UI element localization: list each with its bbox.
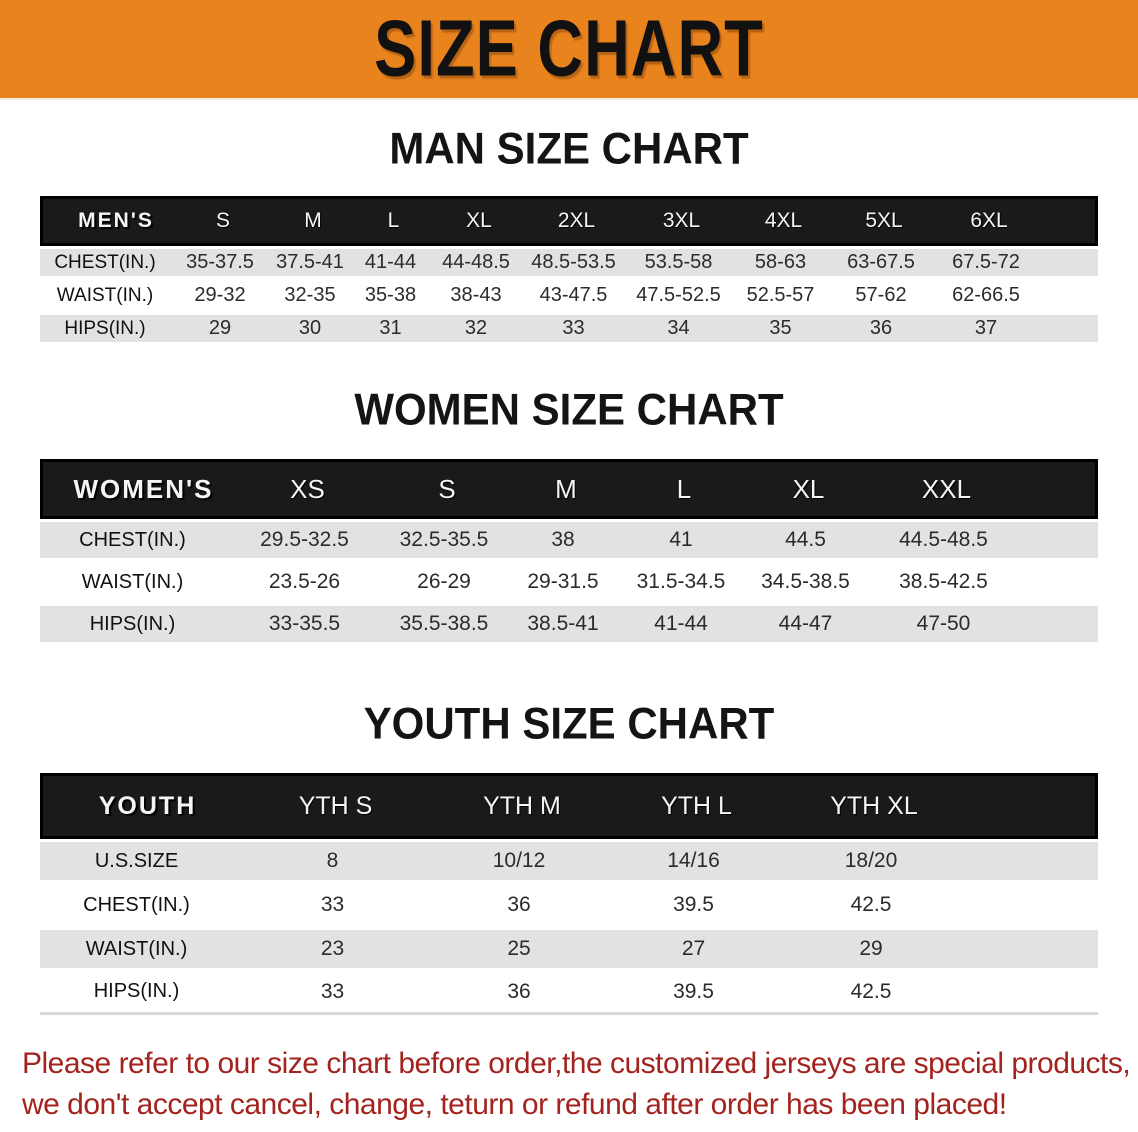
men-row-1-cell-0: 29-32 [194, 284, 246, 306]
youth-row-0 [40, 839, 1098, 883]
youth-row-0-cell-2: 14/16 [667, 849, 720, 872]
men-row-2-cell-1: 30 [298, 317, 322, 339]
men-header-row-cell-1: M [304, 209, 322, 232]
women-row-1-cell-5: 38.5-42.5 [899, 570, 988, 593]
men-row-2-cell-2: 31 [379, 317, 402, 339]
men-row-0-cell-8: 67.5-72 [952, 251, 1020, 273]
youth-row-1-cell-3: 42.5 [850, 893, 892, 916]
youth-row-1-cell-2: 39.5 [673, 893, 714, 916]
men-row-0-cell-4: 48.5-53.5 [531, 251, 616, 273]
women-row-0-cell-1: 32.5-35.5 [399, 528, 489, 551]
men-row-0-cell-5: 53.5-58 [644, 251, 713, 273]
youth-row-2-cell-2: 27 [681, 937, 706, 960]
women-row-1-cell-3: 31.5-34.5 [636, 570, 726, 593]
men-size-table [40, 196, 1098, 345]
men-header-row-cell-6: 4XL [764, 209, 803, 232]
women-header-row-cell-5: XXL [921, 473, 972, 504]
women-row-2-cell-0: 33-35.5 [268, 612, 341, 635]
women-row-1-cell-4: 34.5-38.5 [761, 570, 850, 593]
women-header-row-label: WOMEN'S [73, 473, 214, 504]
men-row-1-cell-1: 32-35 [284, 284, 336, 306]
women-row-1 [40, 561, 1098, 603]
men-row-1-cell-4: 43-47.5 [539, 284, 608, 306]
youth-row-0-cell-1: 10/12 [492, 849, 546, 872]
youth-row-2-label: WAIST(IN.) [85, 937, 188, 960]
youth-row-3-cell-1: 36 [507, 979, 531, 1003]
women-row-2-cell-5: 47-50 [916, 612, 971, 635]
men-row-2-cell-6: 35 [769, 317, 792, 339]
men-row-0 [40, 246, 1098, 279]
men-header-row-cell-2: L [387, 209, 400, 232]
men-header-row [40, 196, 1098, 246]
men-row-0-cell-2: 41-44 [364, 251, 417, 273]
men-row-0-cell-3: 44-48.5 [442, 251, 510, 273]
men-row-0-cell-0: 35-37.5 [186, 251, 254, 273]
women-header-row-cell-0: XS [290, 473, 325, 504]
women-header-row [40, 459, 1098, 519]
youth-size-table [40, 773, 1098, 1015]
women-size-table [40, 459, 1098, 645]
men-header-row-cell-4: 2XL [557, 209, 596, 232]
men-row-2 [40, 312, 1098, 345]
youth-row-3-cell-2: 39.5 [673, 979, 714, 1003]
women-row-0 [40, 519, 1098, 561]
youth-row-2 [40, 927, 1098, 971]
order-notice [0, 1043, 1138, 1125]
youth-row-1-cell-1: 36 [507, 893, 531, 916]
men-row-1-cell-3: 38-43 [450, 284, 502, 306]
men-header-row-cell-0: S [215, 209, 230, 232]
men-row-2-cell-0: 29 [208, 317, 232, 339]
charts-container [0, 123, 1138, 1015]
women-row-0-cell-5: 44.5-48.5 [899, 528, 988, 551]
women-header-row-cell-2: M [555, 473, 577, 504]
youth-row-0-label: U.S.SIZE [94, 849, 179, 872]
men-row-0-cell-6: 58-63 [754, 251, 807, 273]
youth-row-0-cell-0: 8 [326, 849, 339, 872]
men-row-0-label: CHEST(IN.) [54, 251, 156, 273]
women-row-2-cell-4: 44-47 [778, 612, 833, 635]
youth-header-row-cell-0: YTH S [298, 791, 373, 820]
men-row-1-cell-8: 62-66.5 [952, 284, 1020, 306]
men-row-2-cell-4: 33 [562, 317, 585, 339]
women-row-0-label: CHEST(IN.) [79, 528, 186, 551]
youth-row-3-label: HIPS(IN.) [93, 980, 180, 1002]
notice-line-2: we don't accept cancel, change, teturn or refund after order has been placed! [22, 1088, 1007, 1121]
women-row-2-cell-3: 41-44 [654, 612, 708, 635]
men-row-2-cell-5: 34 [667, 317, 690, 339]
youth-header-row-cell-3: YTH XL [830, 791, 918, 820]
banner-title: SIZE CHART [374, 4, 764, 94]
youth-row-2-cell-3: 29 [859, 937, 883, 960]
notice-line-1: Please refer to our size chart before order,the customized jerseys are special products, [22, 1047, 1131, 1080]
youth-row-1 [40, 883, 1098, 927]
men-row-1-cell-6: 52.5-57 [746, 284, 815, 306]
women-row-0-cell-3: 41 [669, 528, 693, 551]
men-row-2-label: HIPS(IN.) [64, 317, 146, 339]
youth-header-row-label: YOUTH [98, 791, 197, 820]
youth-row-2-cell-1: 25 [507, 937, 531, 960]
women-size-chart-heading: WOMEN SIZE CHART [354, 384, 784, 435]
women-row-1-cell-2: 29-31.5 [527, 570, 599, 593]
women-row-0-cell-0: 29.5-32.5 [260, 528, 349, 551]
women-row-0-cell-4: 44.5 [785, 528, 826, 551]
youth-row-1-cell-0: 33 [320, 893, 345, 916]
women-size-chart-section [0, 384, 1138, 645]
youth-header-row-cell-1: YTH M [483, 791, 561, 820]
men-header-row-cell-8: 6XL [970, 209, 1008, 232]
men-row-2-cell-8: 37 [974, 317, 998, 339]
men-row-2-cell-7: 36 [869, 317, 893, 339]
youth-header-row [40, 773, 1098, 839]
women-header-row-cell-3: L [676, 473, 692, 504]
youth-row-3 [40, 971, 1098, 1015]
women-row-1-cell-0: 23.5-26 [268, 570, 341, 593]
youth-row-3-cell-0: 33 [320, 979, 345, 1003]
size-chart-banner [0, 0, 1138, 100]
women-header-row-cell-4: XL [792, 473, 825, 504]
youth-size-chart-heading: YOUTH SIZE CHART [363, 698, 775, 749]
women-row-0-cell-2: 38 [551, 528, 575, 551]
youth-header-row-cell-2: YTH L [661, 791, 732, 820]
men-row-1-cell-7: 57-62 [855, 284, 907, 306]
women-row-2 [40, 603, 1098, 645]
men-header-row-cell-3: XL [466, 209, 492, 232]
men-row-1-cell-2: 35-38 [364, 284, 417, 306]
women-header-row-cell-1: S [438, 473, 456, 504]
women-row-1-label: WAIST(IN.) [81, 570, 184, 593]
men-row-1-label: WAIST(IN.) [56, 284, 154, 306]
youth-row-1-label: CHEST(IN.) [83, 893, 190, 916]
men-header-row-cell-5: 3XL [662, 209, 701, 232]
youth-row-2-cell-0: 23 [320, 937, 345, 960]
men-row-0-cell-7: 63-67.5 [847, 251, 915, 273]
men-row-0-cell-1: 37.5-41 [276, 251, 344, 273]
men-header-row-cell-7: 5XL [865, 209, 903, 232]
men-row-1-cell-5: 47.5-52.5 [636, 284, 721, 306]
men-size-chart-section [0, 123, 1138, 345]
youth-row-0-cell-3: 18/20 [844, 849, 898, 872]
men-header-row-label: MEN'S [78, 209, 154, 232]
men-row-1 [40, 279, 1098, 312]
women-row-2-cell-1: 35.5-38.5 [399, 612, 489, 635]
women-row-1-cell-1: 26-29 [417, 570, 471, 593]
youth-size-chart-section [0, 698, 1138, 1015]
women-row-2-cell-2: 38.5-41 [527, 612, 599, 635]
men-row-2-cell-3: 32 [464, 317, 488, 339]
women-row-2-label: HIPS(IN.) [89, 612, 176, 635]
men-size-chart-heading: MAN SIZE CHART [389, 123, 749, 174]
youth-row-3-cell-3: 42.5 [850, 979, 892, 1003]
